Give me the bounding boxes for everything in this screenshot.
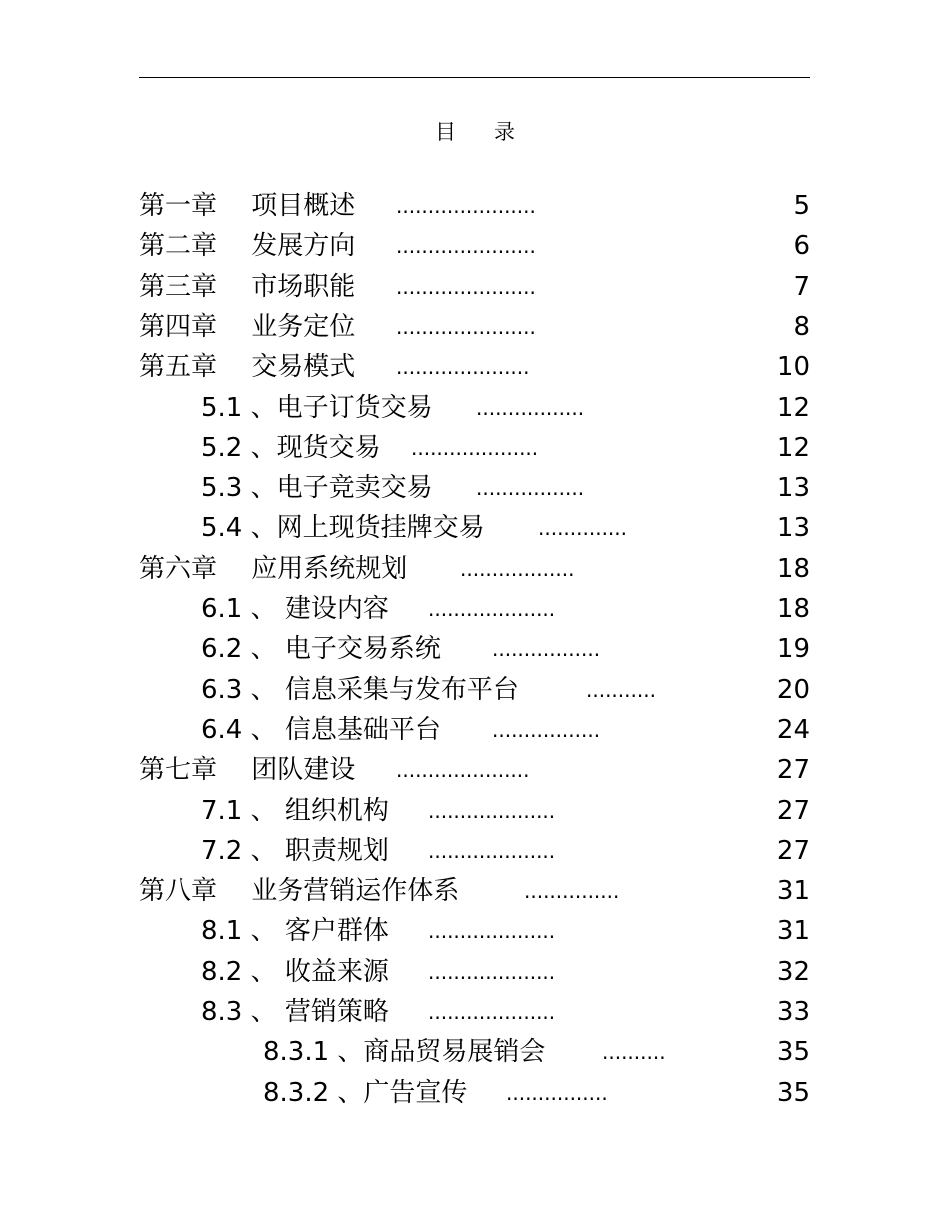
toc-dot-leader: ................. bbox=[492, 637, 601, 662]
toc-entry-label: 第四章 业务定位 bbox=[139, 311, 356, 342]
toc-page-number: 27 bbox=[776, 835, 810, 866]
toc-entry-label: 8.1 、 客户群体 bbox=[201, 916, 389, 947]
toc-entry[interactable] bbox=[0, 992, 950, 1032]
toc-title-char-2: 录 bbox=[494, 120, 515, 144]
toc-entry[interactable] bbox=[0, 911, 950, 951]
toc-dot-leader: ................ bbox=[506, 1080, 608, 1105]
toc-page-number: 27 bbox=[776, 755, 810, 786]
toc-page-number: 35 bbox=[776, 1037, 810, 1068]
toc-dot-leader: ................. bbox=[476, 395, 585, 420]
toc-page-number: 6 bbox=[793, 231, 810, 262]
toc-entry[interactable] bbox=[0, 791, 950, 831]
toc-dot-leader: ..................... bbox=[396, 355, 530, 380]
toc-dot-leader: ...................... bbox=[396, 234, 536, 259]
toc-entry[interactable] bbox=[0, 670, 950, 710]
toc-page-number: 31 bbox=[776, 916, 810, 947]
toc-entry[interactable] bbox=[0, 1073, 950, 1113]
toc-entry[interactable] bbox=[0, 186, 950, 226]
toc-entry[interactable] bbox=[0, 226, 950, 266]
toc-entry[interactable] bbox=[0, 831, 950, 871]
toc-entry-label: 8.3 、 营销策略 bbox=[201, 997, 389, 1027]
toc-entry[interactable] bbox=[0, 710, 950, 750]
toc-entry-label: 7.1 、 组织机构 bbox=[201, 795, 389, 826]
toc-page-number: 20 bbox=[776, 674, 810, 705]
toc-entry[interactable] bbox=[0, 589, 950, 629]
toc-page-number: 18 bbox=[776, 553, 810, 584]
toc-entry-label: 第八章 业务营销运作体系 bbox=[139, 876, 460, 907]
toc-entry-label: 第三章 市场职能 bbox=[139, 271, 356, 302]
toc-entry[interactable] bbox=[0, 508, 950, 548]
toc-entry-label: 第一章 项目概述 bbox=[139, 191, 356, 221]
toc-dot-leader: .................... bbox=[428, 959, 556, 984]
toc-dot-leader: ..................... bbox=[396, 758, 530, 783]
toc-dot-leader: ........... bbox=[586, 677, 656, 702]
toc-dot-leader: ...................... bbox=[396, 314, 536, 339]
toc-dot-leader: .................. bbox=[460, 556, 575, 581]
toc-entry-label: 第七章 团队建设 bbox=[139, 755, 356, 786]
toc-entry[interactable] bbox=[0, 428, 950, 468]
toc-page-number: 31 bbox=[776, 876, 810, 907]
toc-dot-leader: ............... bbox=[524, 879, 620, 904]
toc-page-number: 32 bbox=[776, 956, 810, 987]
toc-entry[interactable] bbox=[0, 549, 950, 589]
toc-page-number: 5 bbox=[793, 191, 810, 221]
toc-page-number: 19 bbox=[776, 634, 810, 665]
toc-entry[interactable] bbox=[0, 629, 950, 669]
toc-dot-leader: .......... bbox=[602, 1040, 666, 1065]
toc-dot-leader: .................... bbox=[428, 919, 556, 944]
toc-title bbox=[0, 116, 950, 146]
toc-entry[interactable] bbox=[0, 952, 950, 992]
toc-entry-label: 8.3.2 、广告宣传 bbox=[263, 1077, 468, 1108]
toc-page-number: 24 bbox=[776, 714, 810, 745]
toc-dot-leader: .................... bbox=[411, 435, 539, 460]
toc-entry-label: 6.2 、 电子交易系统 bbox=[201, 634, 441, 665]
toc-entry-label: 8.2 、 收益来源 bbox=[201, 956, 389, 987]
toc-dot-leader: ...................... bbox=[396, 194, 536, 218]
toc-entry-label: 第六章 应用系统规划 bbox=[139, 553, 408, 584]
toc-page-number: 13 bbox=[776, 513, 810, 544]
toc-entry-label: 第二章 发展方向 bbox=[139, 231, 356, 262]
toc-entry-label: 7.2 、 职责规划 bbox=[201, 835, 389, 866]
toc-page-number: 33 bbox=[776, 997, 810, 1027]
toc-page-number: 7 bbox=[793, 271, 810, 302]
toc-dot-leader: .................... bbox=[428, 798, 556, 823]
toc-page-number: 18 bbox=[776, 594, 810, 624]
toc-entry-label: 5.1 、电子订货交易 bbox=[201, 392, 433, 423]
toc-entry-label: 5.2 、现货交易 bbox=[201, 432, 381, 463]
toc-page-number: 12 bbox=[776, 392, 810, 423]
toc-page-number: 35 bbox=[776, 1077, 810, 1108]
toc-dot-leader: .................... bbox=[428, 1000, 556, 1024]
toc-dot-leader: ...................... bbox=[396, 274, 536, 299]
toc-dot-leader: .................... bbox=[428, 597, 556, 621]
toc-entry[interactable] bbox=[0, 871, 950, 911]
toc-page-number: 27 bbox=[776, 795, 810, 826]
toc-entry-label: 8.3.1 、商品贸易展销会 bbox=[263, 1037, 546, 1068]
toc-entry[interactable] bbox=[0, 347, 950, 387]
toc-page-number: 12 bbox=[776, 432, 810, 463]
toc-page-number: 13 bbox=[776, 473, 810, 504]
toc-entry-label: 5.4 、网上现货挂牌交易 bbox=[201, 513, 485, 544]
toc-dot-leader: .............. bbox=[538, 516, 628, 541]
toc-entry[interactable] bbox=[0, 267, 950, 307]
toc-dot-leader: ................. bbox=[476, 476, 585, 501]
toc-entry[interactable] bbox=[0, 388, 950, 428]
header-rule bbox=[139, 77, 810, 78]
toc-entry-label: 第五章 交易模式 bbox=[139, 352, 356, 383]
toc-title-char-1: 目 bbox=[435, 120, 456, 144]
toc-entry[interactable] bbox=[0, 307, 950, 347]
toc-entry-label: 6.1 、 建设内容 bbox=[201, 594, 389, 624]
toc-dot-leader: .................... bbox=[428, 838, 556, 863]
toc-dot-leader: ................. bbox=[492, 717, 601, 742]
toc-page-number: 10 bbox=[776, 352, 810, 383]
toc-entry[interactable] bbox=[0, 750, 950, 790]
toc-entry[interactable] bbox=[0, 468, 950, 508]
toc-entry-label: 6.4 、 信息基础平台 bbox=[201, 714, 441, 745]
toc-page-number: 8 bbox=[793, 311, 810, 342]
toc-entry-label: 5.3 、电子竞卖交易 bbox=[201, 473, 433, 504]
toc-entry-label: 6.3 、 信息采集与发布平台 bbox=[201, 674, 519, 705]
toc-entry[interactable] bbox=[0, 1032, 950, 1072]
